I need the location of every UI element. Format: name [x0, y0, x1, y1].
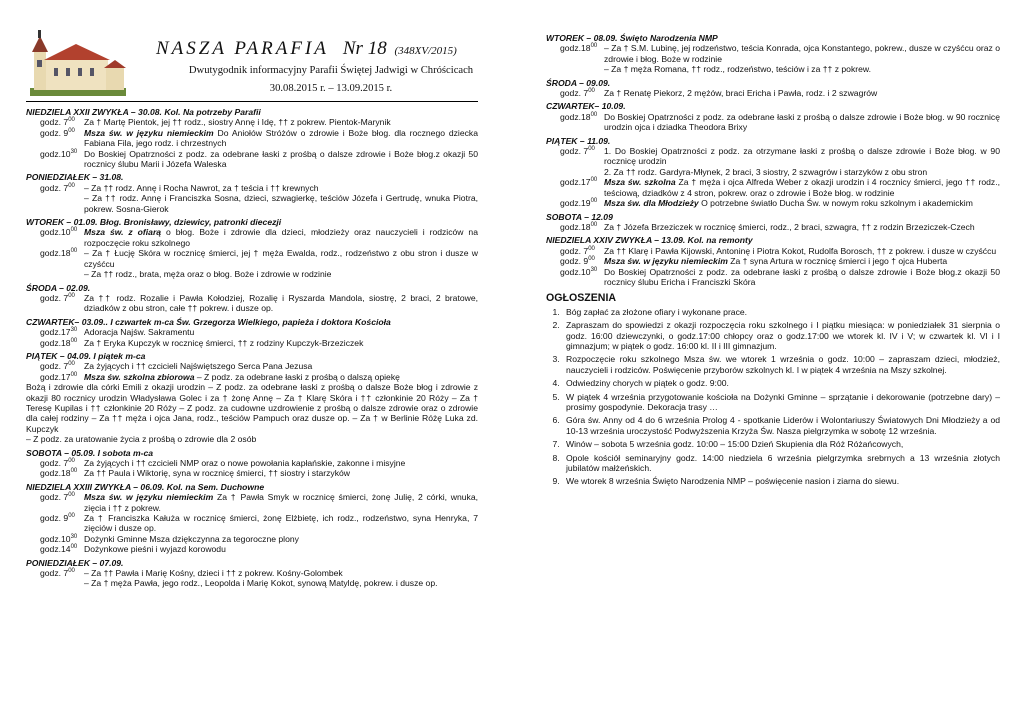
- mass-time: godz. $9^{00}$: [560, 256, 595, 267]
- mass-intention: Do Boskiej Opatrzności z podz. za odebrane łaski z prośbą o dalsze zdrowie i Boże błog.z okazji 50 rocznicy ślubu Marii i Józefa Waleska: [84, 148, 478, 170]
- mass-time: $godz.18^{00}$: [560, 111, 598, 122]
- mass-time: godz. $7^{00}$: [40, 458, 75, 468]
- church-logo: [30, 30, 126, 96]
- mass-entry: [26, 227, 478, 248]
- day-heading: PONIEDZIAŁEK – 31.08.: [26, 172, 124, 183]
- mass-intention: Msza św. dla Młodzieży O potrzebne światło Ducha Św. w nowym roku szkolnym i akademickim: [604, 198, 973, 209]
- mass-entry: [26, 513, 478, 534]
- day-heading: PIĄTEK – 11.09.: [546, 135, 611, 146]
- mass-intention: Dożynkowe pieśni i wyjazd korowodu: [84, 544, 226, 555]
- mass-intention: Adoracja Najśw. Sakramentu: [84, 327, 195, 338]
- mass-intention: Za † Renatę Piekorz, 2 mężów, braci Ericha i Pawła, rodz. i 2 szwagrów: [604, 88, 878, 99]
- announcement-item: 2. Zapraszam do spowiedzi z okazji rozpoczęcia roku szkolnego i I piątku miesiąca: w poniedziałek 31 sierpnia o godz. 16:00 dziewczynki, o godz.17:00 chłopcy oraz o godz.17:00 we wtorek kl. IV i V; w czwartek kl. VI i I gimnazjum; w piątek o godz. 16:00 kl. II i III gimnazjum.: [562, 320, 1000, 351]
- mass-intention: Dożynki Gminne Msza dziękczynna za tegoroczne plony: [84, 533, 299, 544]
- day-block: [26, 448, 478, 479]
- newsletter-title: NASZA PARAFIA Nr 18 (348XV/2015): [156, 38, 457, 59]
- announcement-item: 4. Odwiedziny chorych w piątek o godz. 9:00.: [562, 378, 1000, 388]
- time-minutes: 30: [70, 148, 78, 155]
- mass-type: Msza św. dla Młodzieży: [604, 198, 699, 209]
- day-block: [26, 172, 478, 214]
- mass-entry: [26, 468, 478, 478]
- mass-type: Msza św. w języku niemieckim: [84, 127, 214, 138]
- day-heading: WTOREK – 01.09. Błog. Bronisławy, dziewicy, patronki diecezji: [26, 217, 282, 228]
- announcements-title: OGŁOSZENIA: [546, 292, 617, 305]
- mass-entry: [546, 88, 1000, 98]
- mass-entry: [546, 246, 1000, 256]
- mass-entry: [26, 248, 478, 279]
- left-schedule: [26, 107, 478, 589]
- mass-time: $godz.18^{00}$: [560, 43, 598, 54]
- masthead: [26, 0, 478, 104]
- time-minutes: 30: [590, 266, 598, 273]
- mass-type: Msza św. w języku niemieckim: [604, 256, 728, 267]
- time-minutes: 00: [588, 146, 595, 153]
- mass-entry: [26, 372, 478, 382]
- time-minutes: 00: [590, 198, 598, 205]
- time-minutes: 00: [68, 568, 75, 575]
- day-heading: NIEDZIELA XXIII ZWYKŁA – 06.09. Kol. na Sem. Duchowne: [26, 481, 265, 492]
- day-heading: PONIEDZIAŁEK – 07.09.: [26, 557, 124, 568]
- mass-time: $godz.17^{00}$: [560, 177, 598, 188]
- day-block: [26, 107, 478, 169]
- mass-entry: [26, 338, 478, 348]
- mass-intention: Za † Franciszka Kałuża w rocznicę śmierci, żonę Elżbietę, ich rodz., rodzeństwo, syna Henryka, 7 zięciów i dusze op.: [84, 513, 478, 534]
- announcement-item: 7. Winów – sobota 5 września godz. 10:00 – 15:00 Dzień Skupienia dla Róż Różańcowych,: [562, 439, 1000, 449]
- left-column: [26, 0, 478, 589]
- time-minutes: 30: [70, 533, 78, 540]
- mass-intention: Za † Józefa Brzeziczek w rocznicę śmierci, rodz., 2 braci, szwagra, †† z rodzin Brzeziczek-Czech: [604, 221, 975, 232]
- time-minutes: 00: [70, 227, 78, 234]
- mass-entry: [26, 149, 478, 170]
- mass-intention: Za †† Paula i Wiktorię, syna w rocznicę śmierci, †† siostry i starzyków: [84, 468, 351, 479]
- announcement-item: 6. Góra św. Anny od 4 do 6 września Prolog 4 - spotkanie Liderów i Wolontariuszy Światowych Dni Młodzieży a od 10-13 września uroczystość Podwyższenia Krzyża Św. Nasza pielgrzymka w sobotę 12 września.: [562, 415, 1000, 436]
- mass-intention: – Za †† rodz. Annę i Rocha Nawrot, za † teścia i †† krewnych – Za †† rodz. Annę i Franciszka Sosna, dzieci, szwagierkę, teściów Józefa i Gertrudę, wnuka Piotra, pokrew. Sosna-Gierok: [84, 182, 478, 214]
- time-minutes: 00: [68, 127, 75, 134]
- mass-entry: [26, 544, 478, 554]
- mass-time: godz. $7^{00}$: [560, 146, 595, 157]
- mass-type: Msza św. z ofiarą: [84, 227, 162, 238]
- time-minutes: 00: [590, 221, 598, 228]
- mass-intention: Do Boskiej Opatrzności z podz. za odebrane łaski z prośbą o dalsze zdrowie i Boże błog. w 90 rocznicę urodzin ojca i dziadka Theodora Brixy: [604, 111, 1000, 133]
- day-block: [26, 283, 478, 314]
- mass-time: $godz.10^{00}$: [40, 227, 78, 238]
- day-block: [546, 136, 1000, 209]
- mass-time: godz. $7^{00}$: [40, 117, 75, 128]
- mass-time: $godz.10^{30}$: [560, 266, 598, 277]
- day-heading: NIEDZIELA XXII ZWYKŁA – 30.08. Kol. Na potrzeby Parafii: [26, 107, 261, 117]
- time-minutes: 00: [590, 177, 598, 184]
- mass-entry: [546, 146, 1000, 177]
- mass-time: $godz.19^{00}$: [560, 198, 598, 209]
- mass-time: godz. $7^{00}$: [40, 361, 75, 372]
- time-minutes: 00: [70, 544, 78, 551]
- mass-intention: Msza św. szkolna zbiorowa – Z podz. za odebrane łaski z prośbą o dalszą opiekę: [84, 371, 400, 382]
- day-heading: CZWARTEK– 10.09.: [546, 101, 626, 112]
- mass-entry: [26, 183, 478, 214]
- mass-intention: 1. Do Boskiej Opatrzności z podz. za otrzymane łaski z prośbą o dalsze zdrowie i Boże błog. w 90 rocznicę urodzin 2. Za †† rodz. Gardyra-Młynek, 2 braci, 3 siostry, 2 szwagrów i starzyków z obu stron: [604, 146, 1000, 177]
- mass-entry: [26, 534, 478, 544]
- mass-entry: [26, 458, 478, 468]
- mass-entry: [26, 492, 478, 513]
- mass-time: godz. $9^{00}$: [40, 513, 75, 524]
- time-minutes: 00: [590, 111, 598, 118]
- announcements-list: [546, 307, 1000, 487]
- mass-time: godz. $9^{00}$: [40, 127, 75, 138]
- mass-entry: [26, 327, 478, 337]
- mass-entry: [546, 267, 1000, 288]
- day-heading: CZWARTEK– 03.09.. I czwartek m-ca Św. Grzegorza Wielkiego, papieża i doktora Kościoła: [26, 316, 391, 327]
- announcement-item: 1. Bóg zapłać za złożone ofiary i wykonane prace.: [562, 307, 1000, 317]
- day-heading: PIĄTEK – 04.09. I piątek m-ca: [26, 350, 146, 361]
- mass-time: $godz.18^{00}$: [40, 468, 78, 479]
- mass-intention: Za † Eryka Kupczyk w rocznicę śmierci, †† z rodziny Kupczyk-Brzeziczek: [84, 337, 364, 348]
- mass-time: godz. $7^{00}$: [560, 88, 595, 99]
- day-heading: SOBOTA – 05.09. I sobota m-ca: [26, 447, 154, 458]
- mass-entry: [26, 117, 478, 127]
- mass-time: $godz.18^{00}$: [560, 221, 598, 232]
- mass-entry: [546, 43, 1000, 74]
- mass-time: $godz.10^{30}$: [40, 148, 78, 159]
- time-minutes: 00: [68, 492, 75, 499]
- day-block: [26, 482, 478, 555]
- day-heading: ŚRODA – 02.09.: [26, 282, 91, 293]
- announcement-item: 8. Opole kościół seminaryjny godz. 14:00 niedziela 6 września pielgrzymka srebrnych a 13 września złotych jubilatów małżeńskich.: [562, 453, 1000, 474]
- mass-intention: Za †† rodz. Rozalie i Pawła Kołodziej, Rozalię i Ryszarda Mandola, siostrę, 2 braci, 2 bratowe, dziadków z obu stron, całe †† pokrew. i dusze op.: [84, 292, 478, 314]
- day-block: [26, 317, 478, 348]
- day-block: [26, 351, 478, 445]
- mass-intention: – Za † Łucję Skóra w rocznicę śmierci, jej † męża Ewalda, rodz., rodzeństwo z obu stron i dusze w czyśćcu – Za †† rodz., brata, męża oraz o błog. Boże i zdrowie w rodzinie: [84, 248, 478, 280]
- day-block: [546, 33, 1000, 75]
- divider: [26, 101, 478, 102]
- mass-entry: [546, 222, 1000, 232]
- time-minutes: 00: [68, 182, 75, 189]
- right-schedule: [546, 33, 1000, 287]
- mass-type: Msza św. szkolna: [604, 177, 676, 188]
- mass-entry: [546, 198, 1000, 208]
- day-block: [546, 235, 1000, 287]
- mass-time: godz. $7^{00}$: [40, 292, 75, 303]
- mass-entry: [26, 128, 478, 149]
- mass-entry: [546, 112, 1000, 133]
- mass-intention: Do Boskiej Opatrzności z podz. za odebrane łaski z prośbą o dalsze zdrowie i Boże błog.z okazji 50 rocznicy ślubu Ericha i Franciszki Skóra: [604, 266, 1000, 287]
- mass-time: godz. $7^{00}$: [40, 568, 75, 579]
- intention-continuation: Bożą i zdrowie dla córki Emili z okazji urodzin – Z podz. za odebrane łaski z prośbą o dalsze Boże błog i zdrowie z okazji 80 rocznicy urodzin Władysława Golec i za † żonę Annę – Za † Klarę Skóra i †† członkinie 20 Róży – Za † Teresę Kupilas i †† członkinie 20 Róży – Z podz. za cudowne uzdrowienie z prośbą o dalsze zdrowie oraz o zdrowie dla całej rodziny – Za †† męża i ojca Jana, rodz., teściów Pampuch oraz dusze op. – Za † w Berlinie Różę Luka zd. Kupczyk – Z podz. za uratowanie życia z prośbą o zdrowie dla 2 osób: [26, 382, 478, 445]
- subtitle: Dwutygodnik informacyjny Parafii Świętej Jadwigi w Chróścicach: [188, 65, 474, 76]
- mass-entry: [26, 568, 478, 589]
- mass-time: godz. $7^{00}$: [40, 492, 75, 503]
- mass-time: $godz.18^{00}$: [40, 248, 78, 259]
- time-minutes: 00: [70, 371, 78, 378]
- time-minutes: 00: [590, 43, 598, 50]
- mass-intention: Msza św. z ofiarą o błog. Boże i zdrowie dla dzieci, młodzieży oraz nauczycieli i rodziców na rozpoczęcie roku szkolnego: [84, 227, 478, 248]
- mass-time: $godz.14^{00}$: [40, 544, 78, 555]
- mass-time: godz. $7^{00}$: [40, 182, 75, 193]
- day-block: [546, 78, 1000, 99]
- mass-intention: Za żyjących i †† czcicieli Najświętszego Serca Pana Jezusa: [84, 361, 313, 372]
- mass-entry: [546, 177, 1000, 198]
- mass-time: godz. $7^{00}$: [560, 245, 595, 256]
- time-minutes: 00: [588, 245, 595, 252]
- time-minutes: 00: [588, 88, 595, 95]
- day-heading: WTOREK – 08.09. Święto Narodzenia NMP: [546, 33, 718, 43]
- issue-dates: 30.08.2015 r. – 13.09.2015 r.: [269, 83, 393, 94]
- time-minutes: 00: [68, 458, 75, 464]
- mass-type: Msza św. w języku niemieckim: [84, 492, 214, 503]
- mass-intention: Msza św. w języku niemieckim Do Aniołów Stróżów o zdrowie i Boże błog. dla rocznego dziecka Fabiana Fila, jego rodz. i chrzestnych: [84, 127, 478, 149]
- mass-intention: Za żyjących i †† czcicieli NMP oraz o nowe powołania kapłańskie, zakonne i misyjne: [84, 458, 406, 468]
- mass-entry: [26, 361, 478, 371]
- mass-intention: – Za † S.M. Lubinę, jej rodzeństwo, teścia Konrada, ojca Konstantego, pokrew., dusze w czyśćcu oraz o zdrowie i błog. Boże w rodzinie – Za † męża Romana, †† rodz., rodzeństwo, teściów i za †† z pokrew.: [604, 43, 1000, 75]
- mass-entry: [546, 256, 1000, 266]
- time-minutes: 30: [70, 327, 78, 334]
- time-minutes: 00: [70, 248, 78, 255]
- time-minutes: 00: [70, 337, 78, 344]
- day-heading: NIEDZIELA XXIV ZWYKŁA – 13.09. Kol. na remonty: [546, 235, 753, 246]
- mass-intention: – Za †† Pawła i Marię Kośny, dzieci i †† z pokrew. Kośny-Golombek – Za † męża Pawła, jego rodz., Leopolda i Marię Kokot, synową Matyldę, pokrew. i dusze op.: [84, 568, 438, 589]
- time-minutes: 00: [68, 292, 75, 299]
- mass-time: $godz.17^{00}$: [40, 371, 78, 382]
- mass-intention: Msza św. w języku niemieckim Za † Pawła Smyk w rocznicę śmierci, żonę Julię, 2 córki, wnuka, zięcia i †† z pokrew.: [84, 492, 478, 513]
- day-block: [26, 558, 478, 589]
- day-heading: ŚRODA – 09.09.: [546, 77, 611, 88]
- time-minutes: 00: [68, 361, 75, 368]
- mass-intention: Msza św. szkolna Za † męża i ojca Alfreda Weber z okazji urodzin i 4 rocznicy śmierci, jego †† rodz., teściową, dziadków z 4 stron, pokrew. oraz o zdrowie i Boże błog. w rodzinie: [604, 177, 1000, 198]
- day-block: [546, 101, 1000, 132]
- mass-time: $godz.17^{30}$: [40, 327, 78, 338]
- mass-intention: Za † Martę Pientok, jej †† rodz., siostry Annę i Idę, †† z pokrew. Pientok-Marynik: [84, 117, 391, 128]
- mass-time: $godz.18^{00}$: [40, 337, 78, 348]
- day-block: [546, 212, 1000, 233]
- announcement-item: 3. Rozpoczęcie roku szkolnego Msza św. we wtorek 1 września o godz. 10:00 – zapraszam dzieci, młodzież, nauczycieli i rodziców. Poświęcenie przyborów szkolnych kl. I w piątek 4 września na Mszy szkolnej.: [562, 354, 1000, 375]
- announcement-item: 5. W piątek 4 września przygotowanie kościoła na Dożynki Gminne – sprzątanie i dekorowanie (potrzebne dary) – prosimy gospodynie. Dekoracja trasy …: [562, 392, 1000, 413]
- announcement-item: 9. We wtorek 8 września Święto Narodzenia NMP – poświęcenie nasion i ziarna do siewu.: [562, 476, 1000, 486]
- time-minutes: 00: [68, 513, 75, 520]
- mass-time: $godz.10^{30}$: [40, 533, 78, 544]
- right-column: [546, 0, 1000, 490]
- mass-type: Msza św. szkolna zbiorowa: [84, 371, 195, 382]
- time-minutes: 00: [68, 117, 75, 124]
- time-minutes: 00: [588, 256, 595, 263]
- mass-intention: Msza św. w języku niemieckim Za † syna Artura w rocznicę śmierci i jego † ojca Huberta: [604, 256, 948, 267]
- mass-intention: Za †† Klarę i Pawła Kijowski, Antoninę i Piotra Kokot, Rudolfa Borosch, †† z pokrew. i dusze w czyśćcu: [604, 245, 997, 256]
- day-heading: SOBOTA – 12.09: [546, 211, 613, 222]
- mass-entry: [26, 293, 478, 314]
- day-block: [26, 217, 478, 279]
- time-minutes: 00: [70, 468, 78, 475]
